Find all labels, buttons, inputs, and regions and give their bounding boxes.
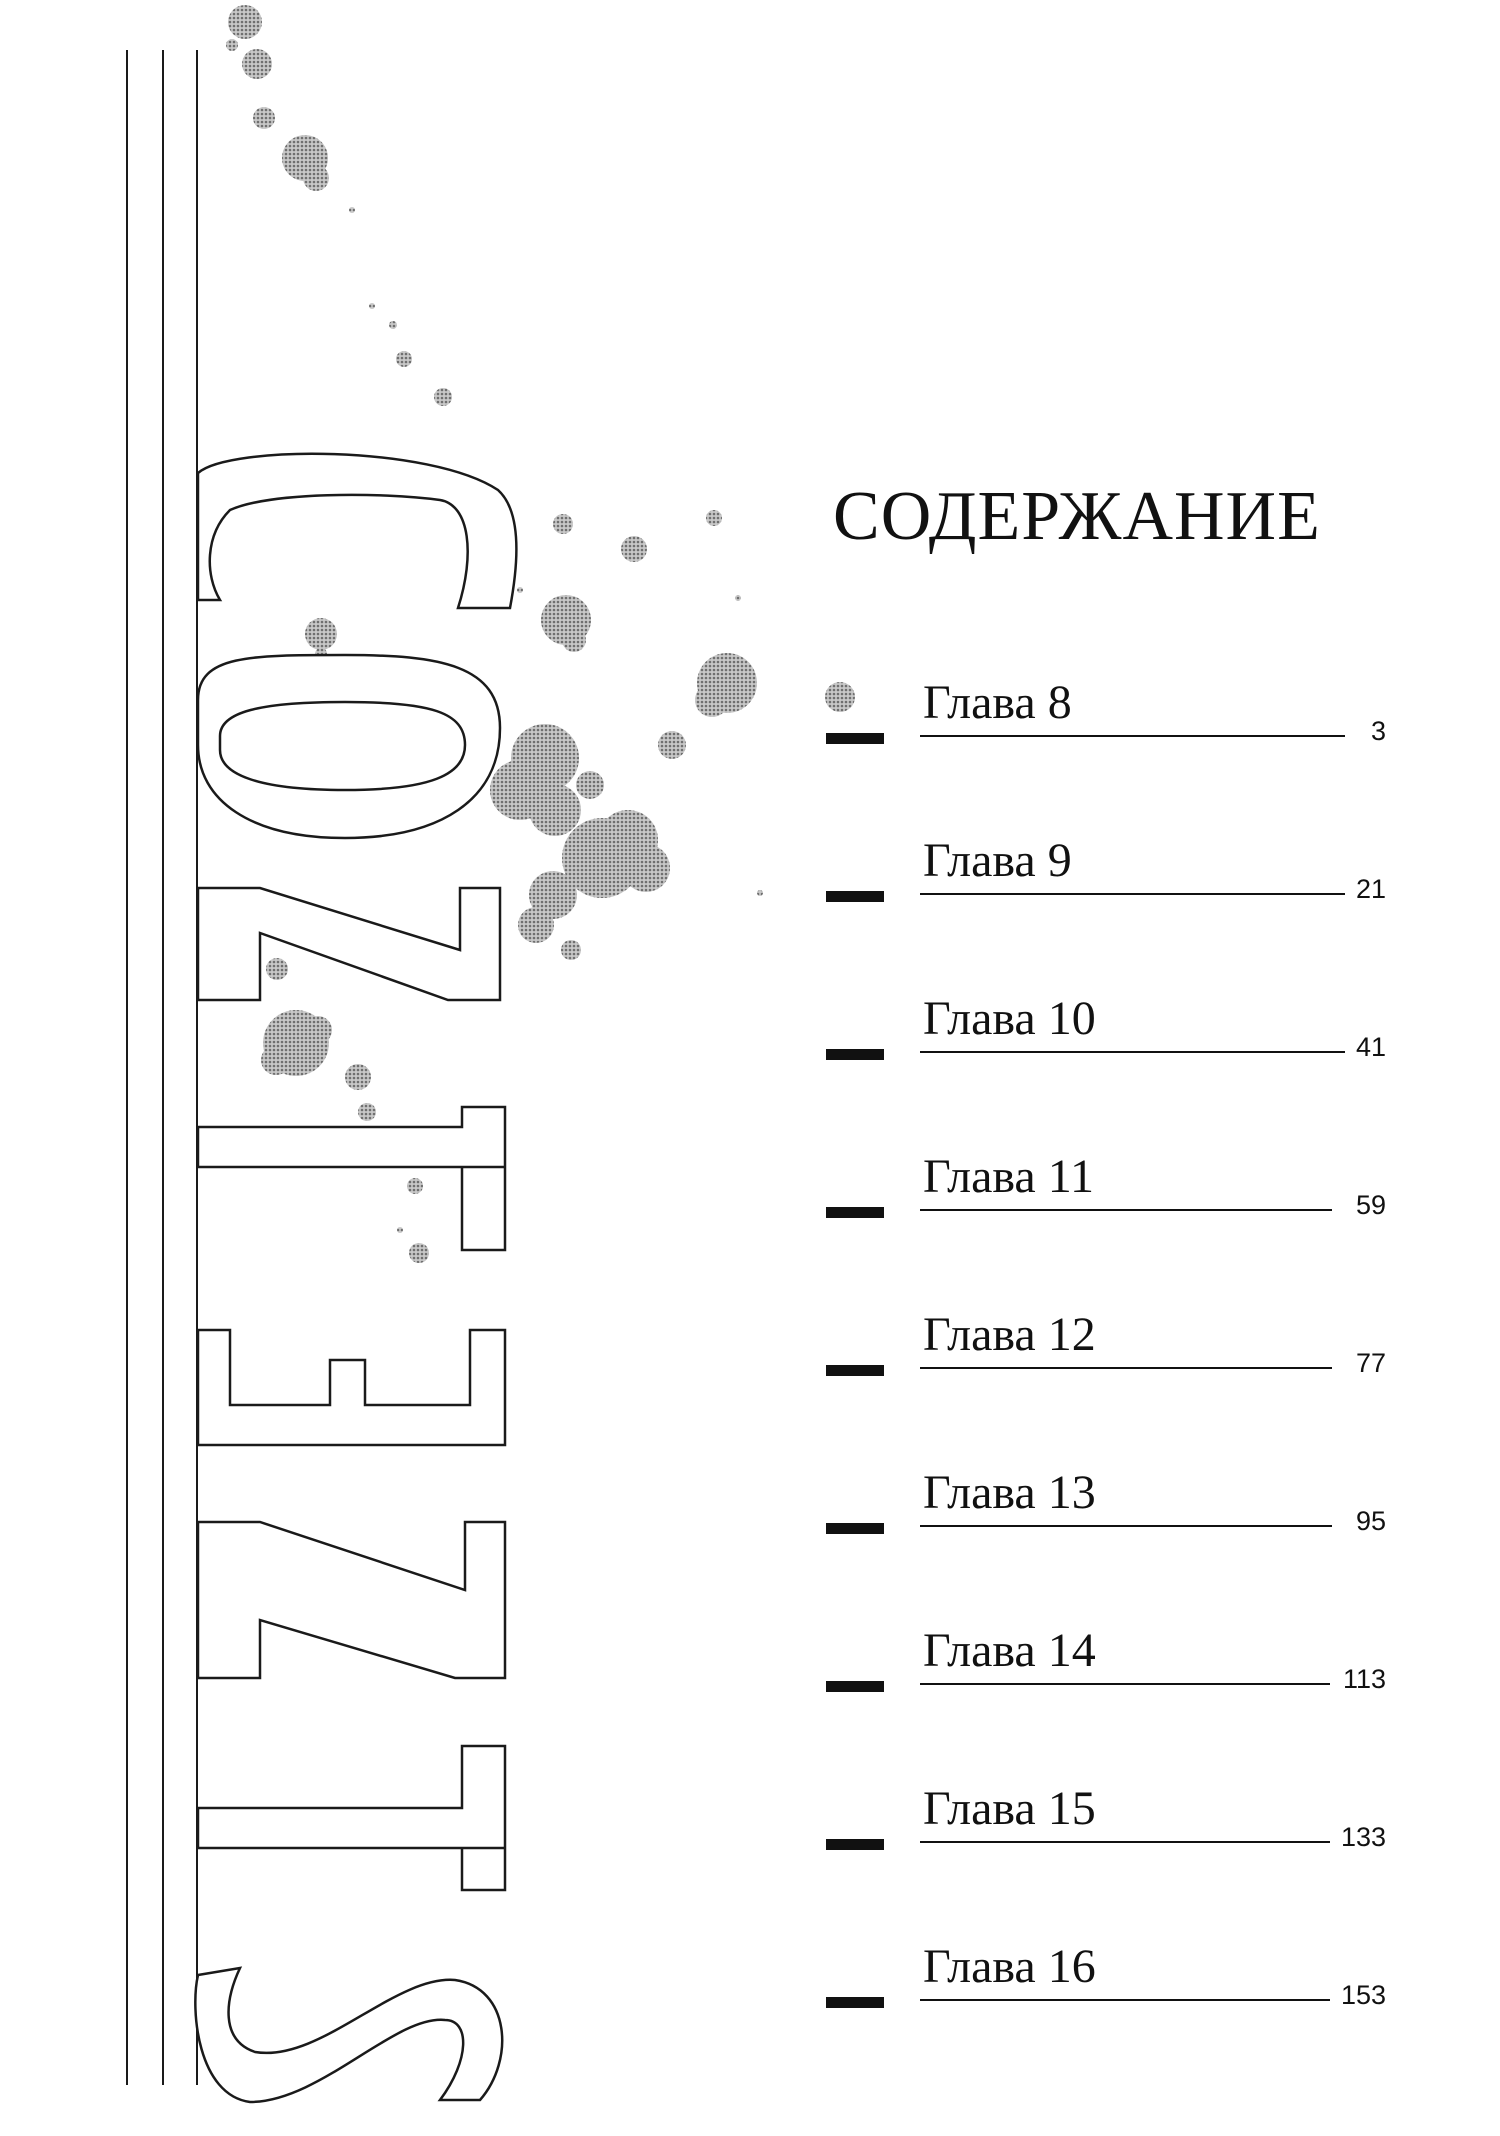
toc-entry-chapter-11[interactable] (826, 1150, 1386, 1233)
toc-bullet-dash (826, 1207, 884, 1218)
toc-leader-line (920, 1209, 1332, 1211)
toc-bullet-dash (826, 1997, 884, 2008)
toc-entry-chapter-14[interactable] (826, 1624, 1386, 1707)
toc-entry-chapter-16[interactable] (826, 1940, 1386, 2023)
toc-leader-line (920, 893, 1345, 895)
toc-entry-page: 21 (1355, 874, 1386, 904)
toc-entry-chapter-12[interactable] (826, 1308, 1386, 1391)
toc-leader-line (920, 1051, 1345, 1053)
toc-entry-page: 77 (1355, 1348, 1386, 1378)
toc-entry-label: Глава 13 (923, 1466, 1096, 1519)
toc-leader-line (920, 1367, 1332, 1369)
toc-entry-label: Глава 11 (923, 1150, 1094, 1203)
toc-leader-line (920, 735, 1345, 737)
toc-leader-line (920, 1525, 1332, 1527)
toc-leader-line (920, 1999, 1330, 2001)
toc-bullet-dash (826, 1523, 884, 1534)
toc-entry-page: 3 (1370, 716, 1386, 746)
toc-entry-page: 133 (1340, 1822, 1386, 1852)
toc-entry-page: 41 (1355, 1032, 1386, 1062)
toc-entry-page: 95 (1355, 1506, 1386, 1536)
toc-entry-label: Глава 10 (923, 992, 1096, 1045)
toc-entry-label: Глава 15 (923, 1782, 1096, 1835)
toc-bullet-dash (826, 733, 884, 744)
toc-bullet-dash (826, 891, 884, 902)
toc-entry-label: Глава 9 (923, 834, 1072, 887)
toc-entry-label: Глава 16 (923, 1940, 1096, 1993)
toc-bullet-dash (826, 1839, 884, 1850)
toc-entry-chapter-8[interactable] (826, 676, 1386, 759)
toc-entry-chapter-10[interactable] (826, 992, 1386, 1075)
toc-bullet-dash (826, 1365, 884, 1376)
toc-bullet-dash (826, 1681, 884, 1692)
toc-entry-label: Глава 8 (923, 676, 1072, 729)
toc-entry-page: 113 (1342, 1664, 1386, 1694)
toc-bullet-dash (826, 1049, 884, 1060)
toc-entry-label: Глава 14 (923, 1624, 1096, 1677)
toc-entry-chapter-15[interactable] (826, 1782, 1386, 1865)
toc-entry-chapter-13[interactable] (826, 1466, 1386, 1549)
toc-entry-page: 59 (1355, 1190, 1386, 1220)
toc-leader-line (920, 1683, 1330, 1685)
toc-leader-line (920, 1841, 1330, 1843)
toc-title: СОДЕРЖАНИЕ (833, 478, 1321, 555)
toc-entry-chapter-9[interactable] (826, 834, 1386, 917)
toc-entry-label: Глава 12 (923, 1308, 1096, 1361)
toc-entry-page: 153 (1340, 1980, 1386, 2010)
